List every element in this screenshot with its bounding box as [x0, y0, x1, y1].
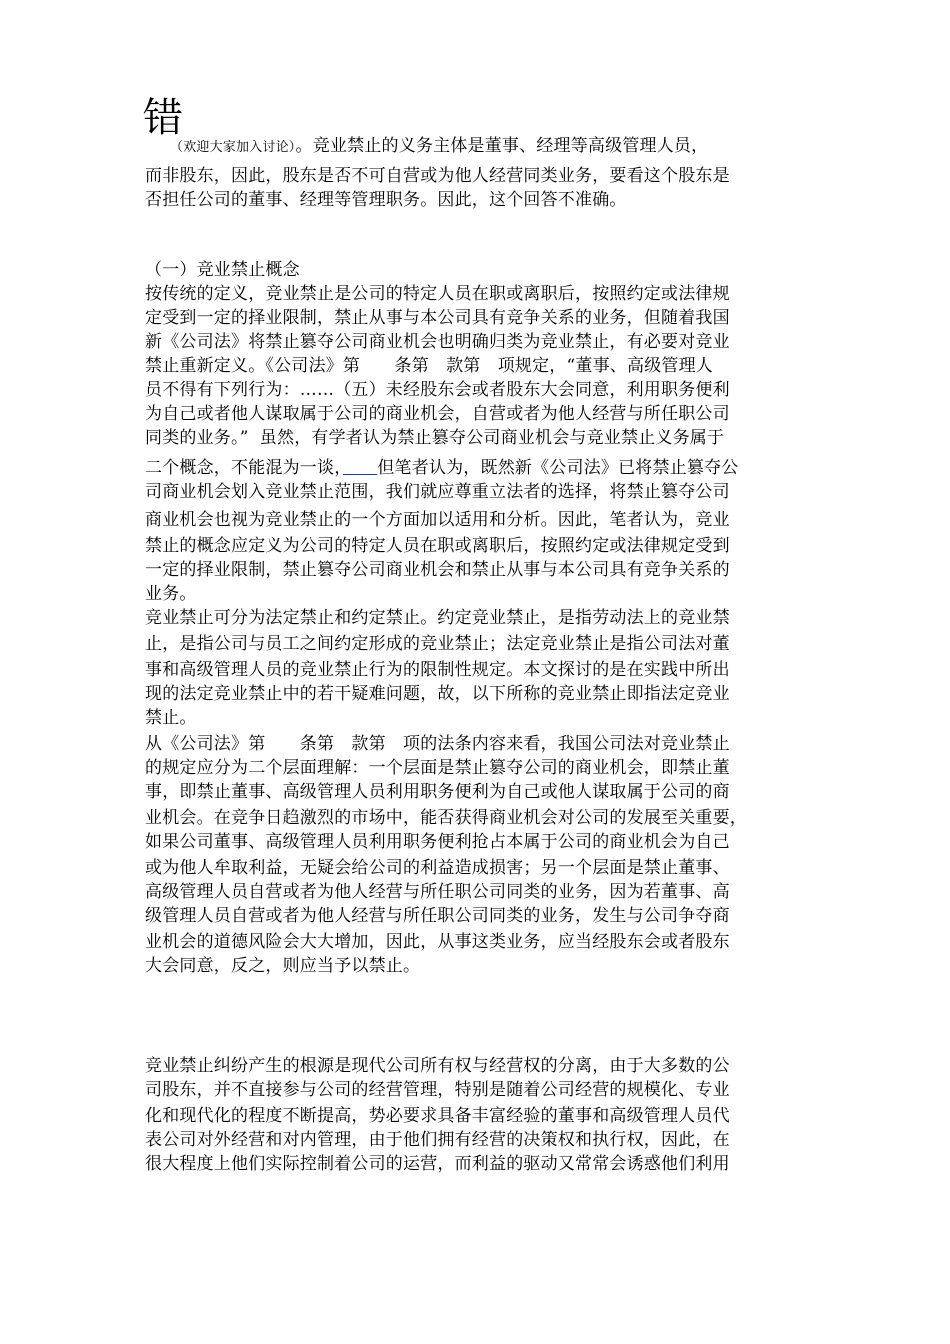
para2-line: 竞业禁止可分为法定禁止和约定禁止。约定竞业禁止，是指劳动法上的竞业禁	[145, 608, 730, 628]
para4-line: 司股东，并不直接参与公司的经营管理，特别是随着公司经营的规模化、专业	[145, 1080, 730, 1100]
para4-line: 竞业禁止纠纷产生的根源是现代公司所有权与经营权的分离，由于大多数的公	[145, 1056, 730, 1076]
para3-line: 从《公司法》第 条第 款第 项的法条内容来看，我国公司法对竞业禁止	[145, 734, 730, 754]
intro-line-3: 否担任公司的董事、经理等管理职务。因此，这个回答不准确。	[145, 190, 627, 210]
heading-char: 错	[143, 95, 183, 141]
para3-line: 如果公司董事、高级管理人员利用职务便利抢占本属于公司的商业机会为自己	[145, 832, 730, 852]
para1-line8-b: 但笔者认为，既然新《公司法》已将禁止篡夺公	[377, 458, 739, 478]
para3-line: 业机会。在竞争日趋激烈的市场中，能否获得商业机会对公司的发展至关重要，	[145, 808, 747, 828]
para1-line: 同类的业务。” 虽然，有学者认为禁止篡夺公司商业机会与竞业禁止义务属于	[145, 428, 725, 448]
para3-line: 事，即禁止董事、高级管理人员利用职务便利为自己或他人谋取属于公司的商	[145, 782, 730, 802]
intro-line-2: 而非股东，因此，股东是否不可自营或为他人经营同类业务，要看这个股东是	[145, 166, 730, 186]
para1-line: 禁止的概念应定义为公司的特定人员在职或离职后，按照约定或法律规定受到	[145, 536, 730, 556]
para3-line: 大会同意，反之，则应当予以禁止。	[145, 956, 421, 976]
para3-line: 业机会的道德风险会大大增加，因此，从事这类业务，应当经股东会或者股东	[145, 932, 730, 952]
para1-line: 业务。	[145, 584, 197, 604]
para1-line: 商业机会也视为竞业禁止的一个方面加以适用和分析。因此，笔者认为，竞业	[145, 510, 730, 530]
para1-line: 为自己或者他人谋取属于公司的商业机会，自营或者为他人经营与所任职公司	[145, 404, 730, 424]
para2-line: 现的法定竞业禁止中的若干疑难问题，故，以下所称的竞业禁止即指法定竞业	[145, 684, 730, 704]
section-title: （一）竞业禁止概念	[145, 260, 300, 280]
para1-line: 司商业机会划入竞业禁止范围，我们就应尊重立法者的选择，将禁止篡夺公司	[145, 482, 730, 502]
para1-line8-a: 二个概念，不能混为一谈，	[145, 458, 343, 478]
intro-line-1	[170, 134, 708, 160]
para1-line: 员不得有下列行为：……（五）未经股东会或者股东大会同意，利用职务便利	[145, 380, 730, 400]
para4-line: 表公司对外经营和对内管理，由于他们拥有经营的决策权和执行权，因此，在	[145, 1130, 730, 1150]
para4-line: 化和现代化的程度不断提高，势必要求具备丰富经验的董事和高级管理人员代	[145, 1106, 730, 1126]
para2-line: 禁止。	[145, 708, 197, 728]
para1-line: 按传统的定义，竞业禁止是公司的特定人员在职或离职后，按照约定或法律规	[145, 284, 730, 304]
para1-line	[145, 456, 739, 480]
para1-line: 禁止重新定义。《公司法》第 条第 款第 项规定，“董事、高级管理人	[145, 356, 713, 376]
intro-note: （欢迎大家加入讨论）	[170, 140, 296, 155]
para3-line: 的规定应分为二个层面理解：一个层面是禁止篡夺公司的商业机会，即禁止董	[145, 758, 730, 778]
para1-line: 一定的择业限制，禁止篡夺公司商业机会和禁止从事与本公司具有竞争关系的	[145, 560, 730, 580]
para3-line: 或为他人牟取利益，无疑会给公司的利益造成损害；另一个层面是禁止董事、	[145, 858, 730, 878]
intro-line-1-text: 。竞业禁止的义务主体是董事、经理等高级管理人员，	[295, 136, 709, 156]
para4-line: 很大程度上他们实际控制着公司的运营，而利益的驱动又常常会诱惑他们利用	[145, 1154, 730, 1174]
footnote-link[interactable]	[343, 458, 377, 478]
para3-line: 级管理人员自营或者为他人经营与所任职公司同类的业务，发生与公司争夺商	[145, 906, 730, 926]
para2-line: 止，是指公司与员工之间约定形成的竞业禁止；法定竞业禁止是指公司法对董	[145, 634, 730, 654]
para3-line: 高级管理人员自营或者为他人经营与所任职公司同类的业务，因为若董事、高	[145, 882, 730, 902]
para2-line: 事和高级管理人员的竞业禁止行为的限制性规定。本文探讨的是在实践中所出	[145, 660, 730, 680]
para1-line: 定受到一定的择业限制，禁止从事与本公司具有竞争关系的业务，但随着我国	[145, 308, 730, 328]
para1-line: 新《公司法》将禁止篡夺公司商业机会也明确归类为竞业禁止，有必要对竞业	[145, 332, 730, 352]
